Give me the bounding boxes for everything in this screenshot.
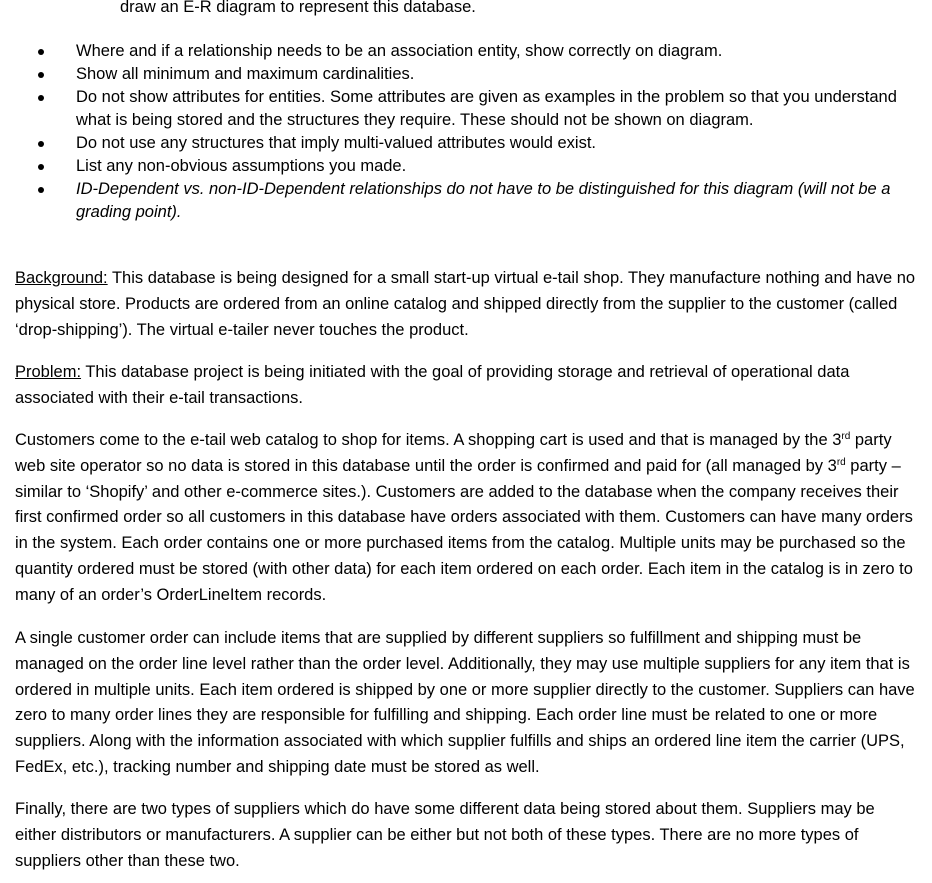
background-label: Background: [15,269,108,287]
bullet-icon [38,95,44,101]
list-item-text: Do not show attributes for entities. Some attributes are given as examples in the problem so that you understand what is being stored and the structures they require. These should not be shown on diagram. [76,88,897,129]
bullet-icon [38,187,44,193]
list-item [0,86,932,132]
customers-text-part2: party web site operator so no data is stored in this database until the order is confirmed and paid for (all managed by 3 [15,431,892,475]
suppliers-paragraph: A single customer order can include items that are supplied by different suppliers so fulfillment and shipping must be managed on the order line level rather than the order level. Additionally, they may use multiple suppliers for any item that is ordered in multiple units. Each item ordered is shipped by one or more supplier directly to the customer. Suppliers can have zero to many order lines they are responsible for fulfilling and shipping. Each order line must be related to one or more suppliers. Along with the information associated with which supplier fulfills and ships an ordered line item the carrier (UPS, FedEx, etc.), tracking number and shipping date must be stored as well. [15,629,915,776]
list-item-text: ID-Dependent vs. non-ID-Dependent relationships do not have to be distinguished for this diagram (will not be a grading point). [76,180,891,221]
list-item [0,40,932,63]
requirements-list [0,40,932,224]
customers-paragraph [15,428,920,609]
list-item [0,178,932,224]
list-item-text: Show all minimum and maximum cardinalities. [76,65,415,83]
problem-label: Problem: [15,363,82,381]
bullet-icon [38,141,44,147]
intro-line: draw an E-R diagram to represent this database. [120,0,476,16]
problem-text: This database project is being initiated with the goal of providing storage and retrieval of operational data associated with their e-tail transactions. [15,363,850,407]
customers-text-part3: party – similar to ‘Shopify’ and other e-commerce sites.). Customers are added to the database when the company receives their first confirmed order so all customers in this database have orders associated with them. Customers can have many orders in the system. Each order contains one or more purchased items from the catalog. Multiple units may be purchased so the quantity ordered must be stored (with other data) for each item ordered on each order. Each item in the catalog is in zero to many of an order’s OrderLineItem records. [15,456,913,604]
final-paragraph: Finally, there are two types of suppliers which do have some different data being stored about them. Suppliers may be either distributors or manufacturers. A supplier can be either but not both of these types. There are no more types of suppliers other than these two. [15,800,875,870]
problem-paragraph [15,360,920,412]
superscript-rd: rd [841,431,851,442]
bullet-icon [38,49,44,55]
background-text: This database is being designed for a small start-up virtual e-tail shop. They manufacture nothing and have no physical store. Products are ordered from an online catalog and shipped directly from the supplier to the customer (called ‘drop-shipping’). The virtual e-tailer never touches the product. [15,269,916,339]
bullet-icon [38,164,44,170]
superscript-rd: rd [836,456,846,468]
list-item [0,63,932,86]
list-item [0,132,932,155]
bullet-icon [38,72,44,78]
list-item [0,155,932,178]
background-paragraph [15,266,920,343]
list-item-text: Do not use any structures that imply multi-valued attributes would exist. [76,134,596,152]
list-item-text: Where and if a relationship needs to be an association entity, show correctly on diagram. [76,42,723,60]
list-item-text: List any non-obvious assumptions you made. [76,157,407,175]
customers-text-part1: Customers come to the e-tail web catalog to shop for items. A shopping cart is used and that is managed by the 3 [15,431,842,449]
